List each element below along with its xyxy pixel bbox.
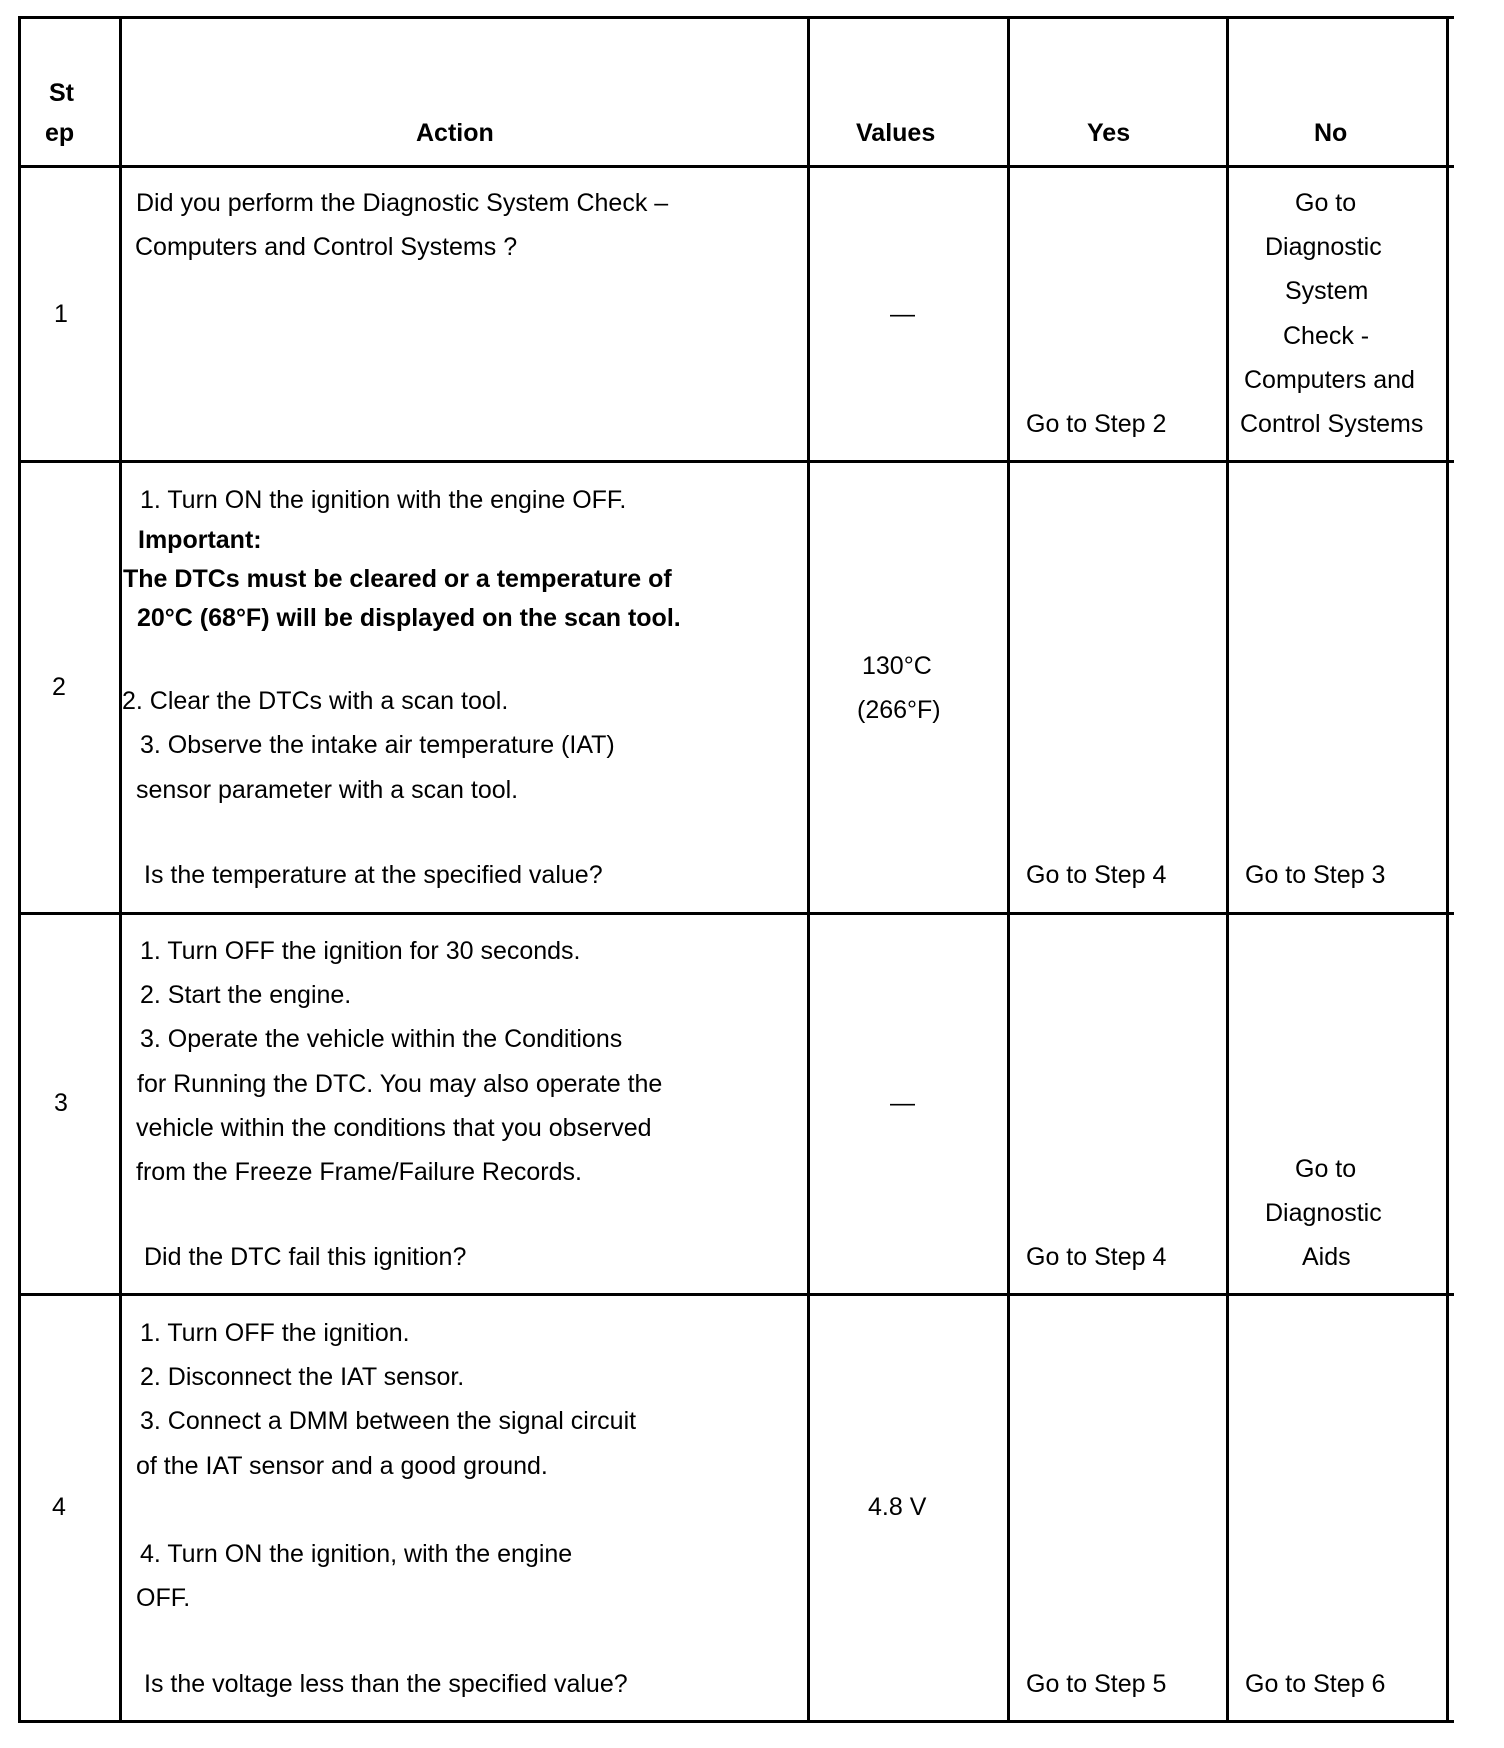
no-link-line[interactable]: System xyxy=(1285,277,1369,305)
question: Is the voltage less than the specified value? xyxy=(144,1670,628,1698)
header-step-2: ep xyxy=(45,119,75,147)
question: Is the temperature at the specified value? xyxy=(144,861,603,889)
value-text: — xyxy=(890,1089,915,1117)
row-border-top xyxy=(18,16,1454,19)
yes-link[interactable]: Go to Step 4 xyxy=(1026,1243,1167,1271)
no-link[interactable]: Go to Step 3 xyxy=(1245,861,1386,889)
header-action: Action xyxy=(416,119,494,147)
no-link-line[interactable]: Go to xyxy=(1295,1155,1357,1183)
yes-link[interactable]: Go to Step 2 xyxy=(1026,410,1167,438)
action-line: 4. Turn ON the ignition, with the engine xyxy=(140,1540,573,1568)
step-number: 2 xyxy=(52,673,66,701)
value-text: — xyxy=(890,300,915,328)
action-line: 2. Disconnect the IAT sensor. xyxy=(140,1363,465,1391)
no-link-line[interactable]: Aids xyxy=(1302,1243,1351,1271)
row-border-header xyxy=(18,165,1454,168)
yes-link[interactable]: Go to Step 4 xyxy=(1026,861,1167,889)
header-yes: Yes xyxy=(1087,119,1131,147)
action-line: sensor parameter with a scan tool. xyxy=(136,776,519,804)
header-step-1: St xyxy=(49,79,74,107)
yes-link[interactable]: Go to Step 5 xyxy=(1026,1670,1167,1698)
action-line: Did you perform the Diagnostic System Check – xyxy=(136,189,669,217)
action-line: OFF. xyxy=(136,1584,191,1612)
row-border-bottom xyxy=(18,1720,1454,1723)
no-link-line[interactable]: Diagnostic xyxy=(1265,1199,1382,1227)
action-line: 2. Start the engine. xyxy=(140,981,352,1009)
header-values: Values xyxy=(856,119,936,147)
action-line: 3. Observe the intake air temperature (IAT) xyxy=(140,731,615,759)
action-line: Computers and Control Systems ? xyxy=(135,233,518,261)
value-text: 4.8 V xyxy=(868,1493,927,1521)
step-number: 1 xyxy=(54,300,68,328)
action-line: 2. Clear the DTCs with a scan tool. xyxy=(122,687,509,715)
action-line: 1. Turn OFF the ignition. xyxy=(140,1319,410,1347)
no-link-line[interactable]: Computers and xyxy=(1244,366,1415,394)
col-border-values xyxy=(1007,16,1010,1723)
important-note: 20°C (68°F) will be displayed on the scan tool. xyxy=(137,604,681,632)
header-no: No xyxy=(1314,119,1348,147)
action-line: vehicle within the conditions that you observed xyxy=(136,1114,652,1142)
value-text: (266°F) xyxy=(857,696,941,724)
action-line: of the IAT sensor and a good ground. xyxy=(136,1452,548,1480)
action-line: 3. Connect a DMM between the signal circuit xyxy=(140,1407,637,1435)
col-border-step xyxy=(119,16,122,1723)
col-border-right xyxy=(1446,16,1449,1723)
action-line: 1. Turn OFF the ignition for 30 seconds. xyxy=(140,937,581,965)
action-line: 1. Turn ON the ignition with the engine OFF. xyxy=(140,486,627,514)
important-label: Important: xyxy=(138,526,262,554)
action-line: from the Freeze Frame/Failure Records. xyxy=(136,1158,582,1186)
row-border-2 xyxy=(18,912,1454,915)
no-link-line[interactable]: Control Systems xyxy=(1240,410,1424,438)
row-border-3 xyxy=(18,1293,1454,1296)
no-link-line[interactable]: Diagnostic xyxy=(1265,233,1382,261)
action-line: for Running the DTC. You may also operate the xyxy=(137,1070,663,1098)
question: Did the DTC fail this ignition? xyxy=(144,1243,467,1271)
col-border-action xyxy=(807,16,810,1723)
step-number: 3 xyxy=(54,1089,68,1117)
important-note: The DTCs must be cleared or a temperature of xyxy=(123,565,672,593)
value-text: 130°C xyxy=(862,652,932,680)
col-border-yes xyxy=(1226,16,1229,1723)
step-number: 4 xyxy=(52,1493,66,1521)
action-line: 3. Operate the vehicle within the Conditions xyxy=(140,1025,623,1053)
row-border-1 xyxy=(18,460,1454,463)
no-link-line[interactable]: Go to xyxy=(1295,189,1357,217)
no-link-line[interactable]: Check - xyxy=(1283,322,1370,350)
no-link[interactable]: Go to Step 6 xyxy=(1245,1670,1386,1698)
col-border-left xyxy=(18,16,21,1723)
